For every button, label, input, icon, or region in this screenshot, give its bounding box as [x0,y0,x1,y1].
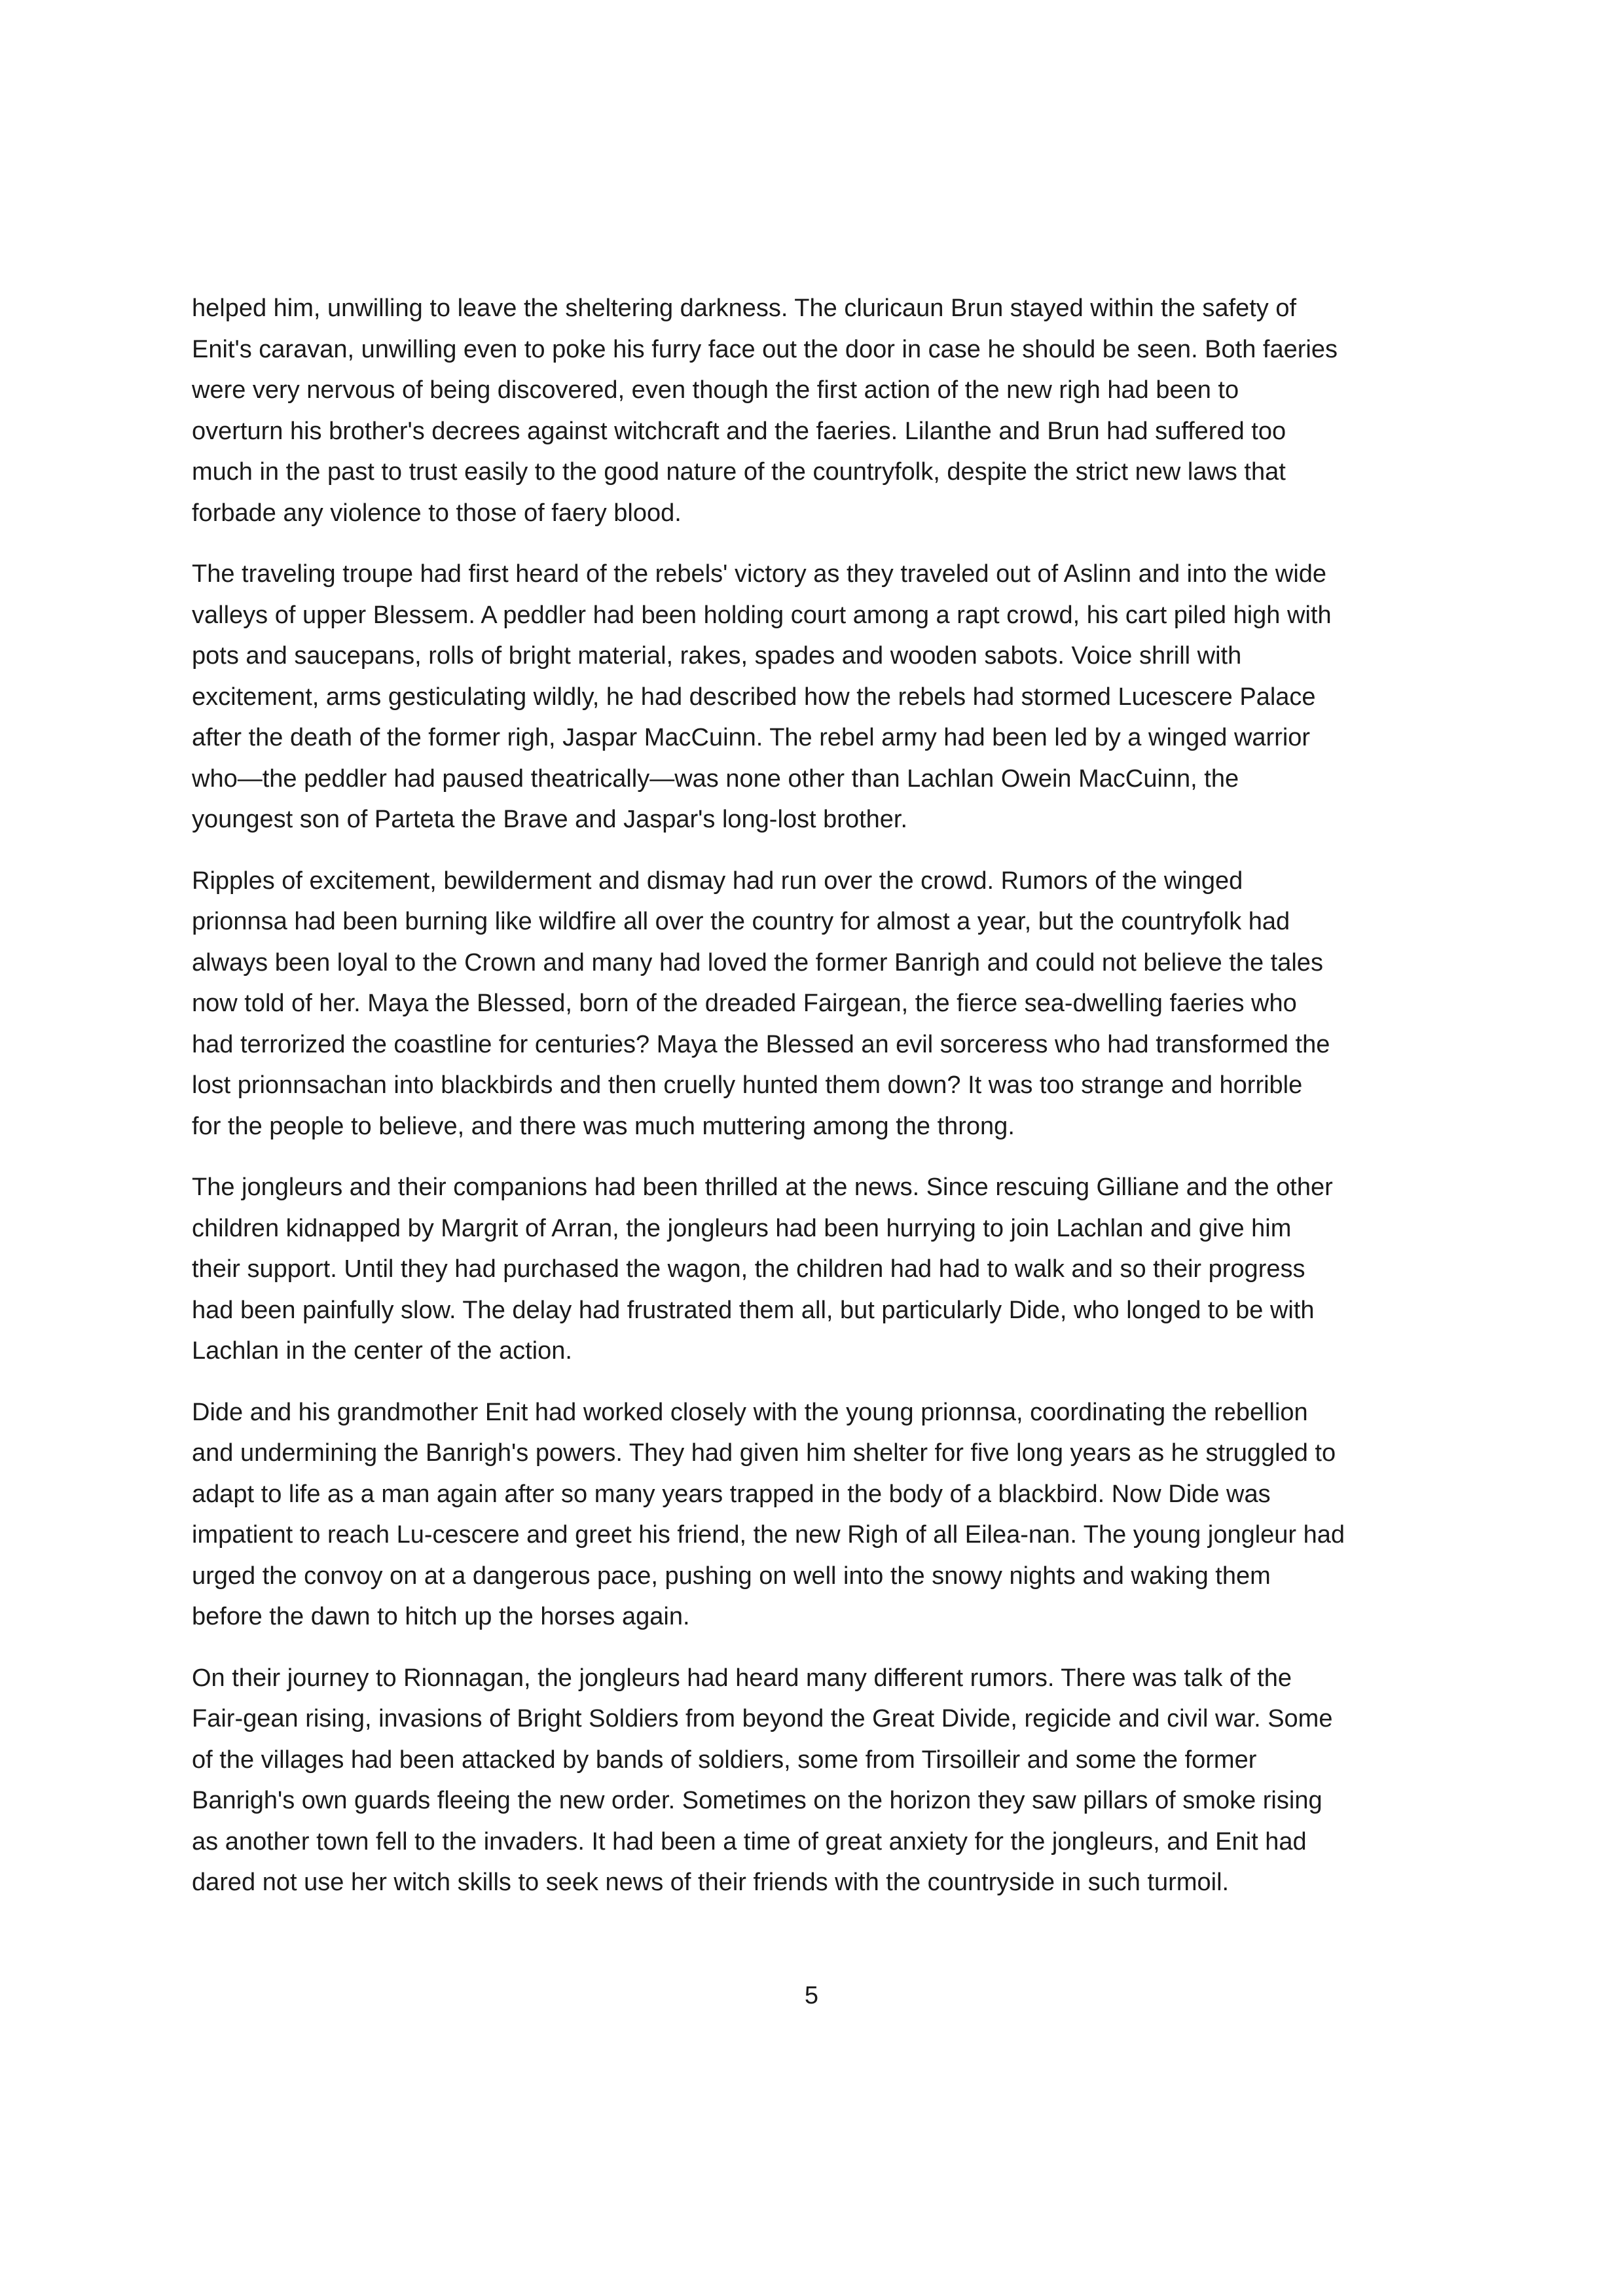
text-line: of the villages had been attacked by bands of soldiers, some from Tirsoilleir and some the former [192,1746,1257,1774]
text-line: The jongleurs and their companions had been thrilled at the news. Since rescuing Gilliane and the other [192,1174,1333,1201]
text-line: lost prionnsachan into blackbirds and then cruelly hunted them down? It was too strange and horrible [192,1071,1303,1099]
page-number: 5 [804,1982,819,2009]
paragraph-3 [192,861,1455,1147]
text-line: Dide and his grandmother Enit had worked closely with the young prionnsa, coordinating the rebellion [192,1398,1308,1426]
text-line: Fair-gean rising, invasions of Bright Soldiers from beyond the Great Divide, regicide and civil war. Some [192,1705,1333,1732]
text-line: helped him, unwilling to leave the sheltering darkness. The cluricaun Brun stayed within the safety of [192,295,1297,322]
text-line: for the people to believe, and there was much muttering among the throng. [192,1112,1015,1140]
text-line: Banrigh's own guards fleeing the new order. Sometimes on the horizon they saw pillars of smoke rising [192,1787,1322,1814]
text-line: always been loyal to the Crown and many had loved the former Banrigh and could not believe the tales [192,948,1323,977]
text-line: children kidnapped by Margrit of Arran, the jongleurs had been hurrying to join Lachlan and give him [192,1214,1292,1242]
text-line: Enit's caravan, unwilling even to poke his furry face out the door in case he should be seen. Both faeries [192,335,1338,363]
text-line: Ripples of excitement, bewilderment and dismay had run over the crowd. Rumors of the winged [192,867,1243,895]
text-line: who—the peddler had paused theatrically—was none other than Lachlan Owein MacCuinn, the [192,764,1239,793]
text-line: impatient to reach Lu-cescere and greet his friend, the new Righ of all Eilea-nan. The young jongleur had [192,1521,1345,1549]
text-line: now told of her. Maya the Blessed, born of the dreaded Fairgean, the fierce sea-dwelling faeries who [192,990,1297,1017]
text-line: after the death of the former righ, Jaspar MacCuinn. The rebel army had been led by a winged warrior [192,724,1311,751]
text-line: adapt to life as a man again after so many years trapped in the body of a blackbird. Now Dide was [192,1480,1271,1508]
text-line: their support. Until they had purchased the wagon, the children had had to walk and so their progress [192,1255,1305,1283]
text-line: The traveling troupe had first heard of the rebels' victory as they traveled out of Aslinn and into the wide [192,560,1327,588]
text-line: before the dawn to hitch up the horses again. [192,1603,690,1630]
text-line: had been painfully slow. The delay had frustrated them all, but particularly Dide, who longed to be with [192,1296,1315,1324]
text-line: youngest son of Parteta the Brave and Jaspar's long-lost brother. [192,806,908,833]
text-line: as another town fell to the invaders. It had been a time of great anxiety for the jongleurs, and Enit had [192,1827,1307,1856]
text-line: urged the convoy on at a dangerous pace, pushing on well into the snowy nights and waking them [192,1562,1271,1590]
paragraph-6 [192,1658,1455,1903]
text-line: prionnsa had been burning like wildfire all over the country for almost a year, but the countryfolk had [192,908,1290,935]
paragraph-1 [192,288,1455,533]
text-line: valleys of upper Blessem. A peddler had been holding court among a rapt crowd, his cart piled high with [192,601,1332,629]
text-line: dared not use her witch skills to seek news of their friends with the countryside in such turmoil. [192,1869,1230,1896]
text-line: much in the past to trust easily to the good nature of the countryfolk, despite the strict new laws that [192,458,1286,486]
body-text [192,288,1455,1924]
text-line: excitement, arms gesticulating wildly, he had described how the rebels had stormed Lucescere Palace [192,683,1316,711]
text-line: overturn his brother's decrees against witchcraft and the faeries. Lilanthe and Brun had suffered too [192,417,1286,445]
text-line: and undermining the Banrigh's powers. They had given him shelter for five long years as he struggled to [192,1439,1336,1467]
text-line: On their journey to Rionnagan, the jongleurs had heard many different rumors. There was talk of the [192,1664,1292,1692]
text-line: pots and saucepans, rolls of bright material, rakes, spades and wooden sabots. Voice shrill with [192,642,1242,670]
text-line: forbade any violence to those of faery blood. [192,499,682,527]
paragraph-5 [192,1392,1455,1638]
paragraph-4 [192,1167,1455,1372]
text-line: had terrorized the coastline for centuries? Maya the Blessed an evil sorceress who had transformed the [192,1030,1330,1058]
text-line: Lachlan in the center of the action. [192,1337,572,1365]
text-line: were very nervous of being discovered, even though the first action of the new righ had been to [192,376,1239,404]
paragraph-2 [192,554,1455,840]
